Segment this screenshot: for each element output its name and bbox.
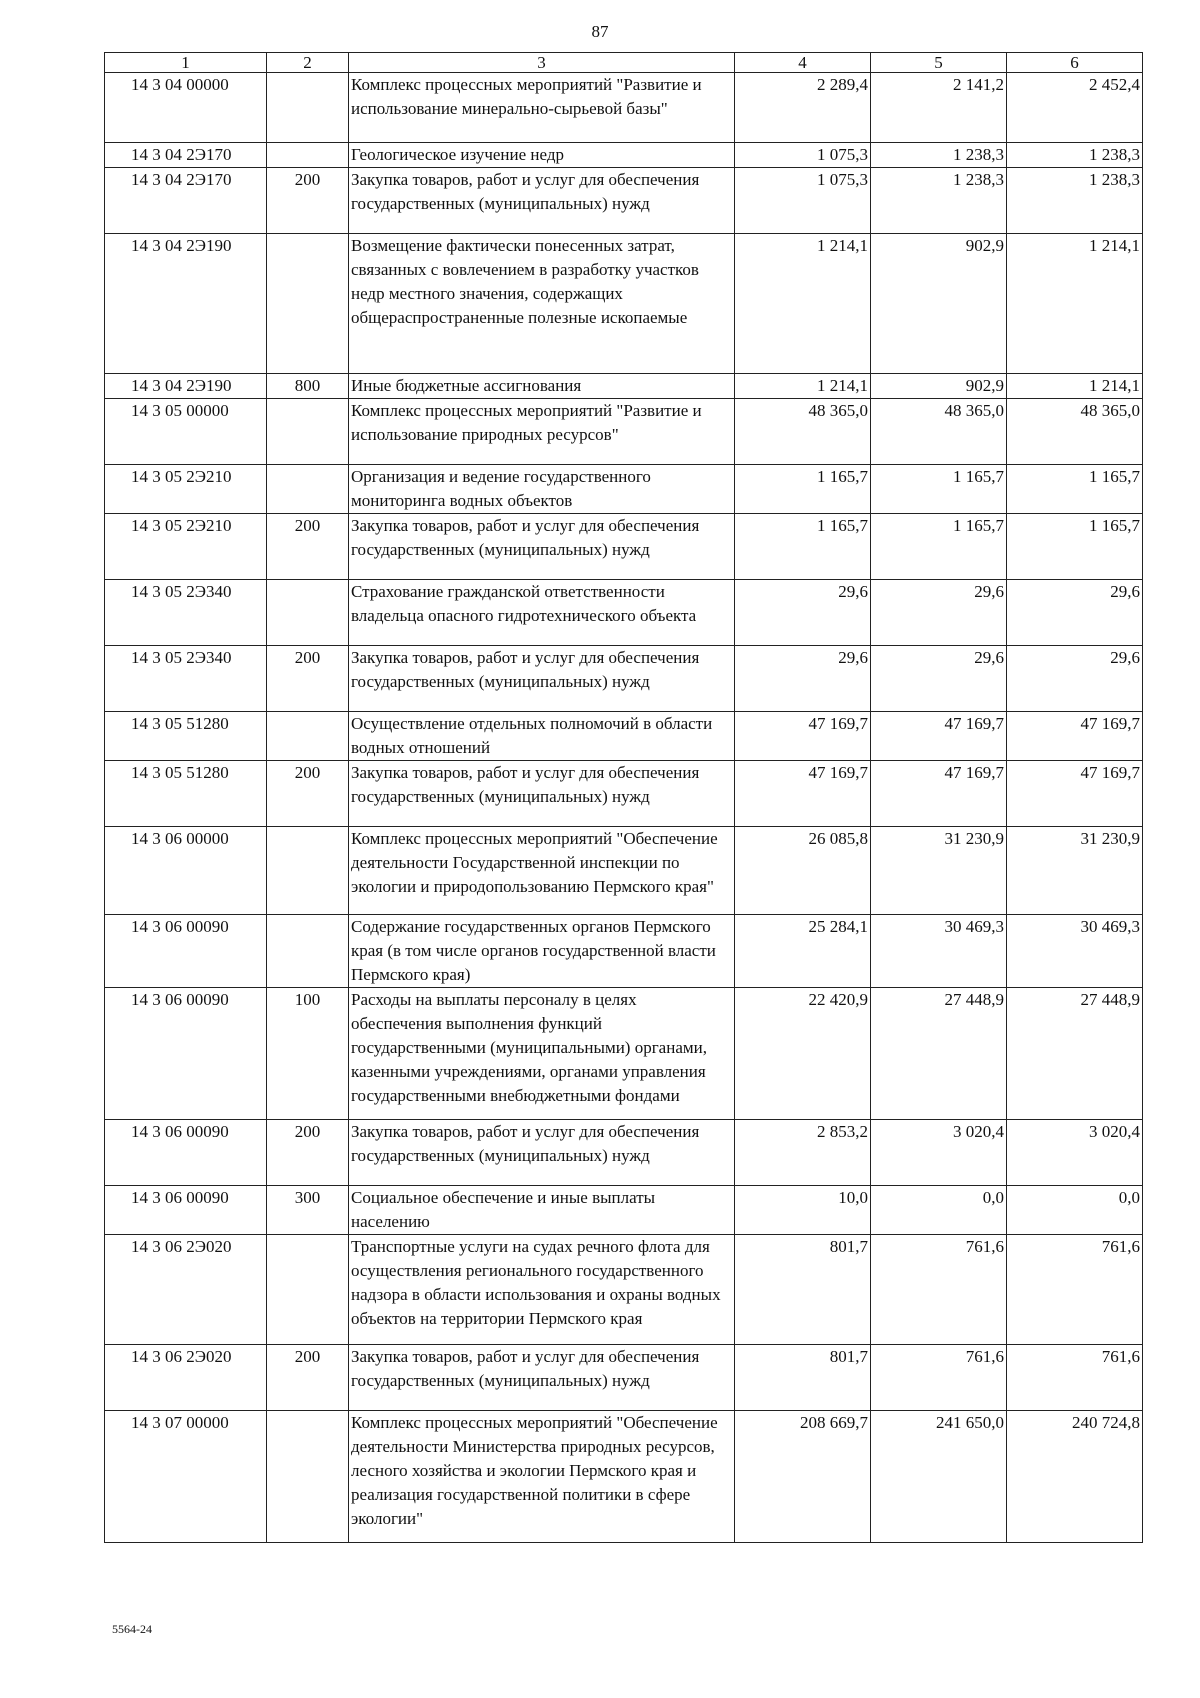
table-row (105, 1345, 1143, 1411)
cell-name: Комплекс процессных мероприятий "Обеспечение деятельности Государственной инспекции по экологии и природопользованию Пермского края" (349, 827, 735, 915)
cell-expense-type (267, 580, 349, 646)
cell-expense-type: 200 (267, 646, 349, 712)
cell-value-col5: 48 365,0 (871, 399, 1007, 465)
cell-value-col5: 761,6 (871, 1345, 1007, 1411)
cell-code: 14 3 06 00090 (105, 988, 267, 1120)
cell-value-col4: 47 169,7 (735, 761, 871, 827)
cell-code: 14 3 06 2Э020 (105, 1235, 267, 1345)
cell-code: 14 3 06 00090 (105, 1120, 267, 1186)
cell-value-col4: 48 365,0 (735, 399, 871, 465)
table-row (105, 73, 1143, 143)
cell-expense-type (267, 712, 349, 761)
table-row (105, 1411, 1143, 1543)
cell-code: 14 3 06 00090 (105, 915, 267, 988)
cell-value-col6: 3 020,4 (1007, 1120, 1143, 1186)
cell-expense-type: 200 (267, 761, 349, 827)
cell-code: 14 3 05 51280 (105, 712, 267, 761)
table-row (105, 712, 1143, 761)
cell-code: 14 3 05 51280 (105, 761, 267, 827)
cell-value-col4: 2 853,2 (735, 1120, 871, 1186)
table-row (105, 580, 1143, 646)
budget-table (104, 52, 1143, 1543)
cell-value-col5: 31 230,9 (871, 827, 1007, 915)
cell-value-col6: 29,6 (1007, 580, 1143, 646)
table-row (105, 915, 1143, 988)
cell-value-col6: 27 448,9 (1007, 988, 1143, 1120)
cell-value-col5: 3 020,4 (871, 1120, 1007, 1186)
cell-name: Содержание государственных органов Пермского края (в том числе органов государственной власти Пермского края) (349, 915, 735, 988)
cell-expense-type: 800 (267, 374, 349, 399)
cell-value-col6: 761,6 (1007, 1345, 1143, 1411)
cell-value-col5: 1 165,7 (871, 465, 1007, 514)
cell-value-col6: 1 165,7 (1007, 465, 1143, 514)
table-row (105, 374, 1143, 399)
table-row (105, 827, 1143, 915)
cell-expense-type (267, 399, 349, 465)
table-row (105, 1186, 1143, 1235)
cell-expense-type (267, 73, 349, 143)
cell-value-col4: 1 165,7 (735, 465, 871, 514)
table-row (105, 399, 1143, 465)
cell-value-col4: 1 075,3 (735, 168, 871, 234)
cell-value-col4: 2 289,4 (735, 73, 871, 143)
cell-value-col6: 47 169,7 (1007, 712, 1143, 761)
cell-value-col6: 29,6 (1007, 646, 1143, 712)
table-row (105, 234, 1143, 374)
cell-value-col5: 902,9 (871, 234, 1007, 374)
cell-value-col5: 761,6 (871, 1235, 1007, 1345)
cell-code: 14 3 06 00090 (105, 1186, 267, 1235)
cell-code: 14 3 04 00000 (105, 73, 267, 143)
table-row (105, 646, 1143, 712)
cell-value-col6: 31 230,9 (1007, 827, 1143, 915)
cell-name: Закупка товаров, работ и услуг для обеспечения государственных (муниципальных) нужд (349, 1345, 735, 1411)
column-header-2: 2 (267, 53, 349, 73)
cell-expense-type (267, 827, 349, 915)
table-header-row (105, 53, 1143, 73)
column-header-4: 4 (735, 53, 871, 73)
cell-value-col5: 1 165,7 (871, 514, 1007, 580)
cell-value-col4: 1 075,3 (735, 143, 871, 168)
cell-code: 14 3 07 00000 (105, 1411, 267, 1543)
table-row (105, 1120, 1143, 1186)
cell-name: Геологическое изучение недр (349, 143, 735, 168)
cell-name: Закупка товаров, работ и услуг для обеспечения государственных (муниципальных) нужд (349, 514, 735, 580)
cell-value-col4: 26 085,8 (735, 827, 871, 915)
cell-value-col5: 2 141,2 (871, 73, 1007, 143)
table-row (105, 514, 1143, 580)
cell-expense-type (267, 1235, 349, 1345)
cell-value-col4: 47 169,7 (735, 712, 871, 761)
cell-expense-type: 100 (267, 988, 349, 1120)
cell-code: 14 3 04 2Э190 (105, 374, 267, 399)
cell-value-col5: 29,6 (871, 646, 1007, 712)
column-header-5: 5 (871, 53, 1007, 73)
cell-name: Расходы на выплаты персоналу в целях обеспечения выполнения функций государственными (муниципальными) органами, казенными учреждениями, органами управления государственными внебюджетными фондами (349, 988, 735, 1120)
cell-value-col5: 0,0 (871, 1186, 1007, 1235)
cell-expense-type (267, 465, 349, 514)
cell-expense-type: 200 (267, 1120, 349, 1186)
cell-expense-type (267, 234, 349, 374)
cell-value-col6: 1 238,3 (1007, 168, 1143, 234)
cell-value-col4: 1 214,1 (735, 234, 871, 374)
cell-name: Возмещение фактически понесенных затрат, связанных с вовлечением в разработку участков недр местного значения, содержащих общераспространенные полезные ископаемые (349, 234, 735, 374)
cell-name: Социальное обеспечение и иные выплаты населению (349, 1186, 735, 1235)
page-number: 87 (591, 22, 609, 41)
cell-expense-type: 200 (267, 1345, 349, 1411)
cell-name: Иные бюджетные ассигнования (349, 374, 735, 399)
table-body (105, 73, 1143, 1543)
cell-code: 14 3 05 00000 (105, 399, 267, 465)
cell-value-col6: 1 165,7 (1007, 514, 1143, 580)
cell-name: Комплекс процессных мероприятий "Развитие и использование минерально-сырьевой базы" (349, 73, 735, 143)
cell-value-col5: 1 238,3 (871, 168, 1007, 234)
cell-value-col6: 47 169,7 (1007, 761, 1143, 827)
table-row (105, 1235, 1143, 1345)
cell-name: Транспортные услуги на судах речного флота для осуществления регионального государственного надзора в области использования и охраны водных объектов на территории Пермского края (349, 1235, 735, 1345)
cell-expense-type: 200 (267, 168, 349, 234)
document-code: 5564-24 (112, 1622, 152, 1636)
cell-code: 14 3 06 2Э020 (105, 1345, 267, 1411)
cell-name: Осуществление отдельных полномочий в области водных отношений (349, 712, 735, 761)
cell-value-col4: 801,7 (735, 1345, 871, 1411)
cell-code: 14 3 05 2Э210 (105, 514, 267, 580)
cell-value-col4: 10,0 (735, 1186, 871, 1235)
cell-value-col6: 1 214,1 (1007, 234, 1143, 374)
cell-code: 14 3 06 00000 (105, 827, 267, 915)
cell-code: 14 3 05 2Э210 (105, 465, 267, 514)
cell-expense-type (267, 143, 349, 168)
cell-expense-type: 200 (267, 514, 349, 580)
cell-name: Закупка товаров, работ и услуг для обеспечения государственных (муниципальных) нужд (349, 646, 735, 712)
cell-name: Закупка товаров, работ и услуг для обеспечения государственных (муниципальных) нужд (349, 1120, 735, 1186)
cell-value-col5: 241 650,0 (871, 1411, 1007, 1543)
cell-value-col6: 761,6 (1007, 1235, 1143, 1345)
cell-value-col6: 30 469,3 (1007, 915, 1143, 988)
cell-value-col5: 47 169,7 (871, 712, 1007, 761)
cell-value-col4: 801,7 (735, 1235, 871, 1345)
cell-value-col4: 1 214,1 (735, 374, 871, 399)
cell-value-col4: 29,6 (735, 646, 871, 712)
table-row (105, 761, 1143, 827)
table-row (105, 988, 1143, 1120)
column-header-6: 6 (1007, 53, 1143, 73)
cell-value-col5: 30 469,3 (871, 915, 1007, 988)
cell-value-col4: 1 165,7 (735, 514, 871, 580)
cell-code: 14 3 05 2Э340 (105, 580, 267, 646)
cell-expense-type: 300 (267, 1186, 349, 1235)
cell-name: Страхование гражданской ответственности владельца опасного гидротехнического объекта (349, 580, 735, 646)
cell-expense-type (267, 1411, 349, 1543)
cell-code: 14 3 04 2Э190 (105, 234, 267, 374)
cell-value-col4: 22 420,9 (735, 988, 871, 1120)
cell-code: 14 3 04 2Э170 (105, 143, 267, 168)
cell-name: Закупка товаров, работ и услуг для обеспечения государственных (муниципальных) нужд (349, 168, 735, 234)
cell-value-col6: 0,0 (1007, 1186, 1143, 1235)
cell-value-col4: 208 669,7 (735, 1411, 871, 1543)
cell-name: Закупка товаров, работ и услуг для обеспечения государственных (муниципальных) нужд (349, 761, 735, 827)
cell-value-col5: 902,9 (871, 374, 1007, 399)
table-row (105, 168, 1143, 234)
cell-value-col5: 27 448,9 (871, 988, 1007, 1120)
cell-name: Комплекс процессных мероприятий "Обеспечение деятельности Министерства природных ресурсов, лесного хозяйства и экологии Пермского края и реализация государственной политики в сфере экологии" (349, 1411, 735, 1543)
table-row (105, 143, 1143, 168)
column-header-1: 1 (105, 53, 267, 73)
column-header-3: 3 (349, 53, 735, 73)
cell-value-col4: 25 284,1 (735, 915, 871, 988)
cell-name: Организация и ведение государственного мониторинга водных объектов (349, 465, 735, 514)
cell-value-col6: 48 365,0 (1007, 399, 1143, 465)
cell-code: 14 3 05 2Э340 (105, 646, 267, 712)
cell-value-col6: 1 238,3 (1007, 143, 1143, 168)
cell-value-col6: 240 724,8 (1007, 1411, 1143, 1543)
table-row (105, 465, 1143, 514)
cell-value-col4: 29,6 (735, 580, 871, 646)
cell-name: Комплекс процессных мероприятий "Развитие и использование природных ресурсов" (349, 399, 735, 465)
cell-code: 14 3 04 2Э170 (105, 168, 267, 234)
cell-value-col6: 2 452,4 (1007, 73, 1143, 143)
cell-expense-type (267, 915, 349, 988)
cell-value-col5: 29,6 (871, 580, 1007, 646)
cell-value-col5: 47 169,7 (871, 761, 1007, 827)
cell-value-col5: 1 238,3 (871, 143, 1007, 168)
cell-value-col6: 1 214,1 (1007, 374, 1143, 399)
